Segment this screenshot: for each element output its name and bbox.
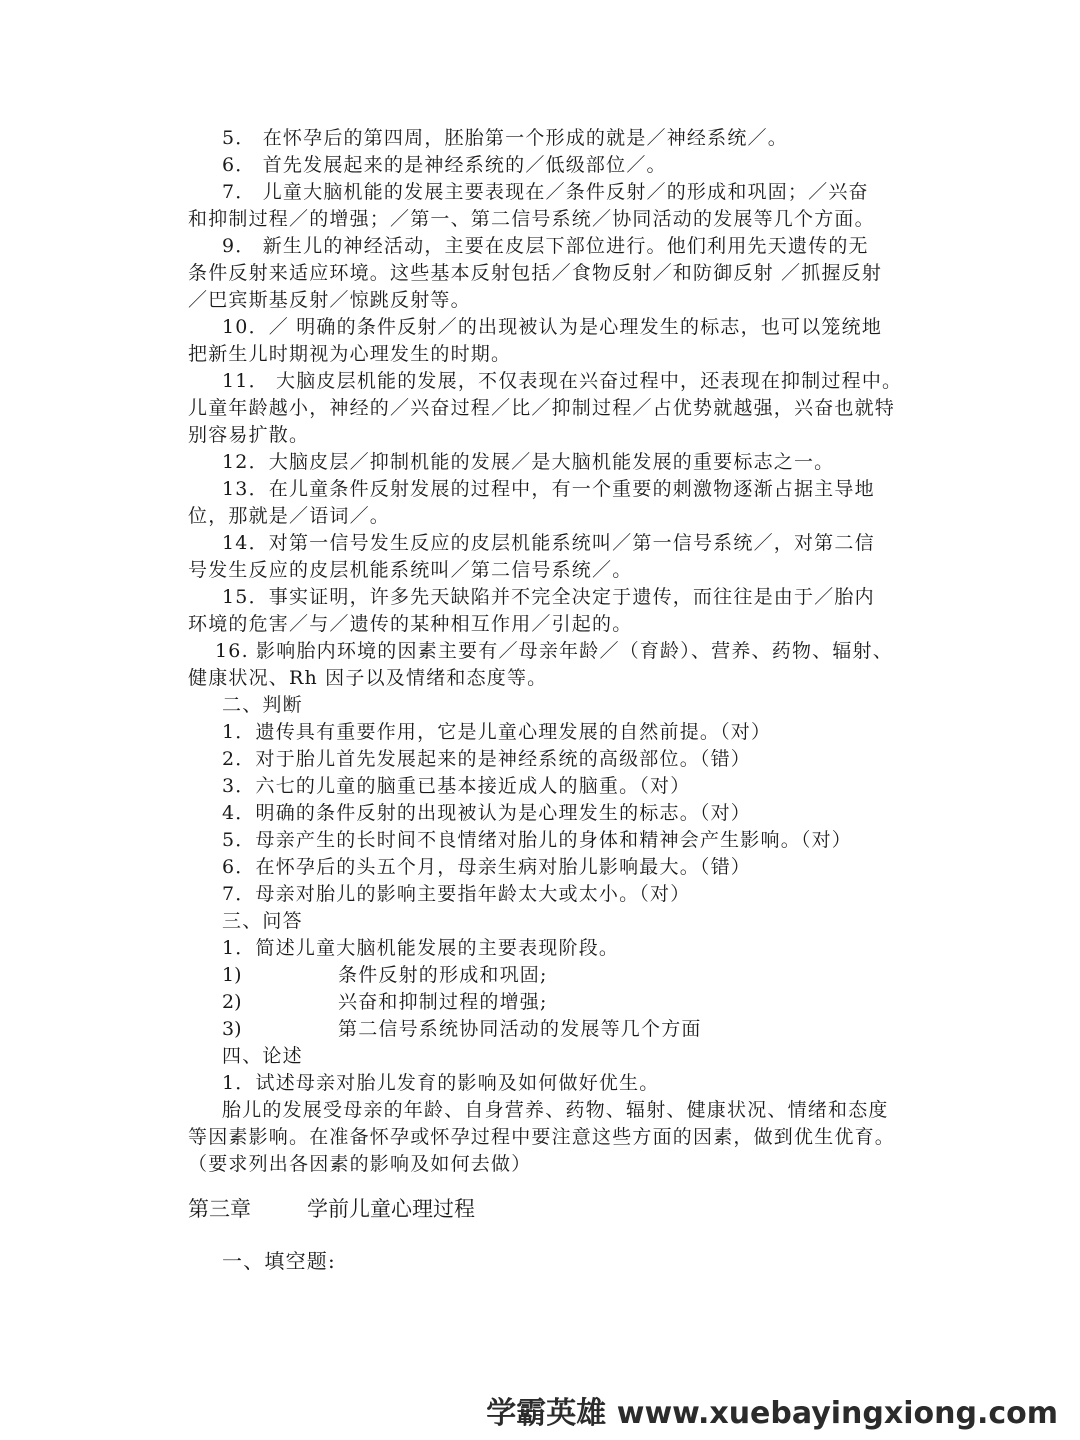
judgment-item: 5．母亲产生的长时间不良情绪对胎儿的身体和精神会产生影响。（对） xyxy=(222,829,852,851)
text-line: 位，那就是／语词／。 xyxy=(188,505,391,527)
chapter-number: 第三章 xyxy=(188,1197,251,1221)
text-line: 和抑制过程／的增强；／第一、第二信号系统／协同活动的发展等几个方面。 xyxy=(188,208,875,230)
answer-text: 条件反射的形成和巩固; xyxy=(338,964,548,986)
chapter-title: 学前儿童心理过程 xyxy=(307,1197,475,1221)
judgment-item: 2．对于胎儿首先发展起来的是神经系统的高级部位。（错） xyxy=(222,748,751,770)
text-line: 等因素影响。在准备怀孕或怀孕过程中要注意这些方面的因素，做到优生优育。 xyxy=(188,1126,896,1148)
text-line: 16. 影响胎内环境的因素主要有／母亲年龄／（育龄）、营养、药物、辐射、 xyxy=(215,640,893,662)
chapter-heading xyxy=(188,1195,475,1223)
answer-number: 1) xyxy=(222,964,242,986)
section-heading-qa: 三、问答 xyxy=(222,910,303,932)
text-line: 号发生反应的皮层机能系统叫／第二信号系统／。 xyxy=(188,559,633,581)
answer-number: 3) xyxy=(222,1018,242,1040)
judgment-item: 4．明确的条件反射的出现被认为是心理发生的标志。（对） xyxy=(222,802,751,824)
answer-text: 兴奋和抑制过程的增强; xyxy=(338,991,548,1013)
text-line: 11． 大脑皮层机能的发展，不仅表现在兴奋过程中，还表现在抑制过程中。 xyxy=(222,370,903,392)
text-line: 12．大脑皮层／抑制机能的发展／是大脑机能发展的重要标志之一。 xyxy=(222,451,835,473)
text-line: 胎儿的发展受母亲的年龄、自身营养、药物、辐射、健康状况、情绪和态度 xyxy=(222,1099,889,1121)
text-line: 条件反射来适应环境。这些基本反射包括／食物反射／和防御反射 ／抓握反射 xyxy=(188,262,883,284)
text-line: 儿童年龄越小，神经的／兴奋过程／比／抑制过程／占优势就越强，兴奋也就特 xyxy=(188,397,896,419)
text-line: 10．／ 明确的条件反射／的出现被认为是心理发生的标志，也可以笼统地 xyxy=(222,316,883,338)
watermark: 学霸英雄 www.xuebayingxiong.com xyxy=(486,1396,1058,1431)
text-line: 13．在儿童条件反射发展的过程中，有一个重要的刺激物逐渐占据主导地 xyxy=(222,478,875,500)
judgment-item: 1．遗传具有重要作用，它是儿童心理发展的自然前提。（对） xyxy=(222,721,772,743)
text-line: （要求列出各因素的影响及如何去做） xyxy=(188,1153,532,1175)
text-line: 健康状况、Rh 因子以及情绪和态度等。 xyxy=(188,667,548,689)
judgment-item: 7．母亲对胎儿的影响主要指年龄太大或太小。（对） xyxy=(222,883,691,905)
text-line: 环境的危害／与／遗传的某种相互作用／引起的。 xyxy=(188,613,633,635)
judgment-item: 3．六七的儿童的脑重已基本接近成人的脑重。（对） xyxy=(222,775,691,797)
text-line: 14．对第一信号发生反应的皮层机能系统叫／第一信号系统／，对第二信 xyxy=(222,532,875,554)
text-line: 把新生儿时期视为心理发生的时期。 xyxy=(188,343,512,365)
text-line: 6． 首先发展起来的是神经系统的／低级部位／。 xyxy=(222,154,667,176)
section-heading-judgment: 二、判断 xyxy=(222,694,303,716)
text-line: 15．事实证明，许多先天缺陷并不完全决定于遗传，而往往是由于／胎内 xyxy=(222,586,875,608)
text-line: 5． 在怀孕后的第四周，胚胎第一个形成的就是／神经系统／。 xyxy=(222,127,788,149)
answer-text: 第二信号系统协同活动的发展等几个方面 xyxy=(338,1018,702,1040)
text-line: ／巴宾斯基反射／惊跳反射等。 xyxy=(188,289,471,311)
text-line: 9． 新生儿的神经活动，主要在皮层下部位进行。他们利用先天遗传的无 xyxy=(222,235,869,257)
essay-question: 1．试述母亲对胎儿发育的影响及如何做好优生。 xyxy=(222,1072,660,1094)
answer-number: 2) xyxy=(222,991,242,1013)
section-heading-essay: 四、论述 xyxy=(222,1045,303,1067)
text-line: 别容易扩散。 xyxy=(188,424,310,446)
section-title: 一、填空题: xyxy=(222,1249,336,1273)
qa-question: 1．简述儿童大脑机能发展的主要表现阶段。 xyxy=(222,937,620,959)
judgment-item: 6．在怀孕后的头五个月，母亲生病对胎儿影响最大。（错） xyxy=(222,856,751,878)
text-line: 7． 儿童大脑机能的发展主要表现在／条件反射／的形成和巩固；／兴奋 xyxy=(222,181,869,203)
